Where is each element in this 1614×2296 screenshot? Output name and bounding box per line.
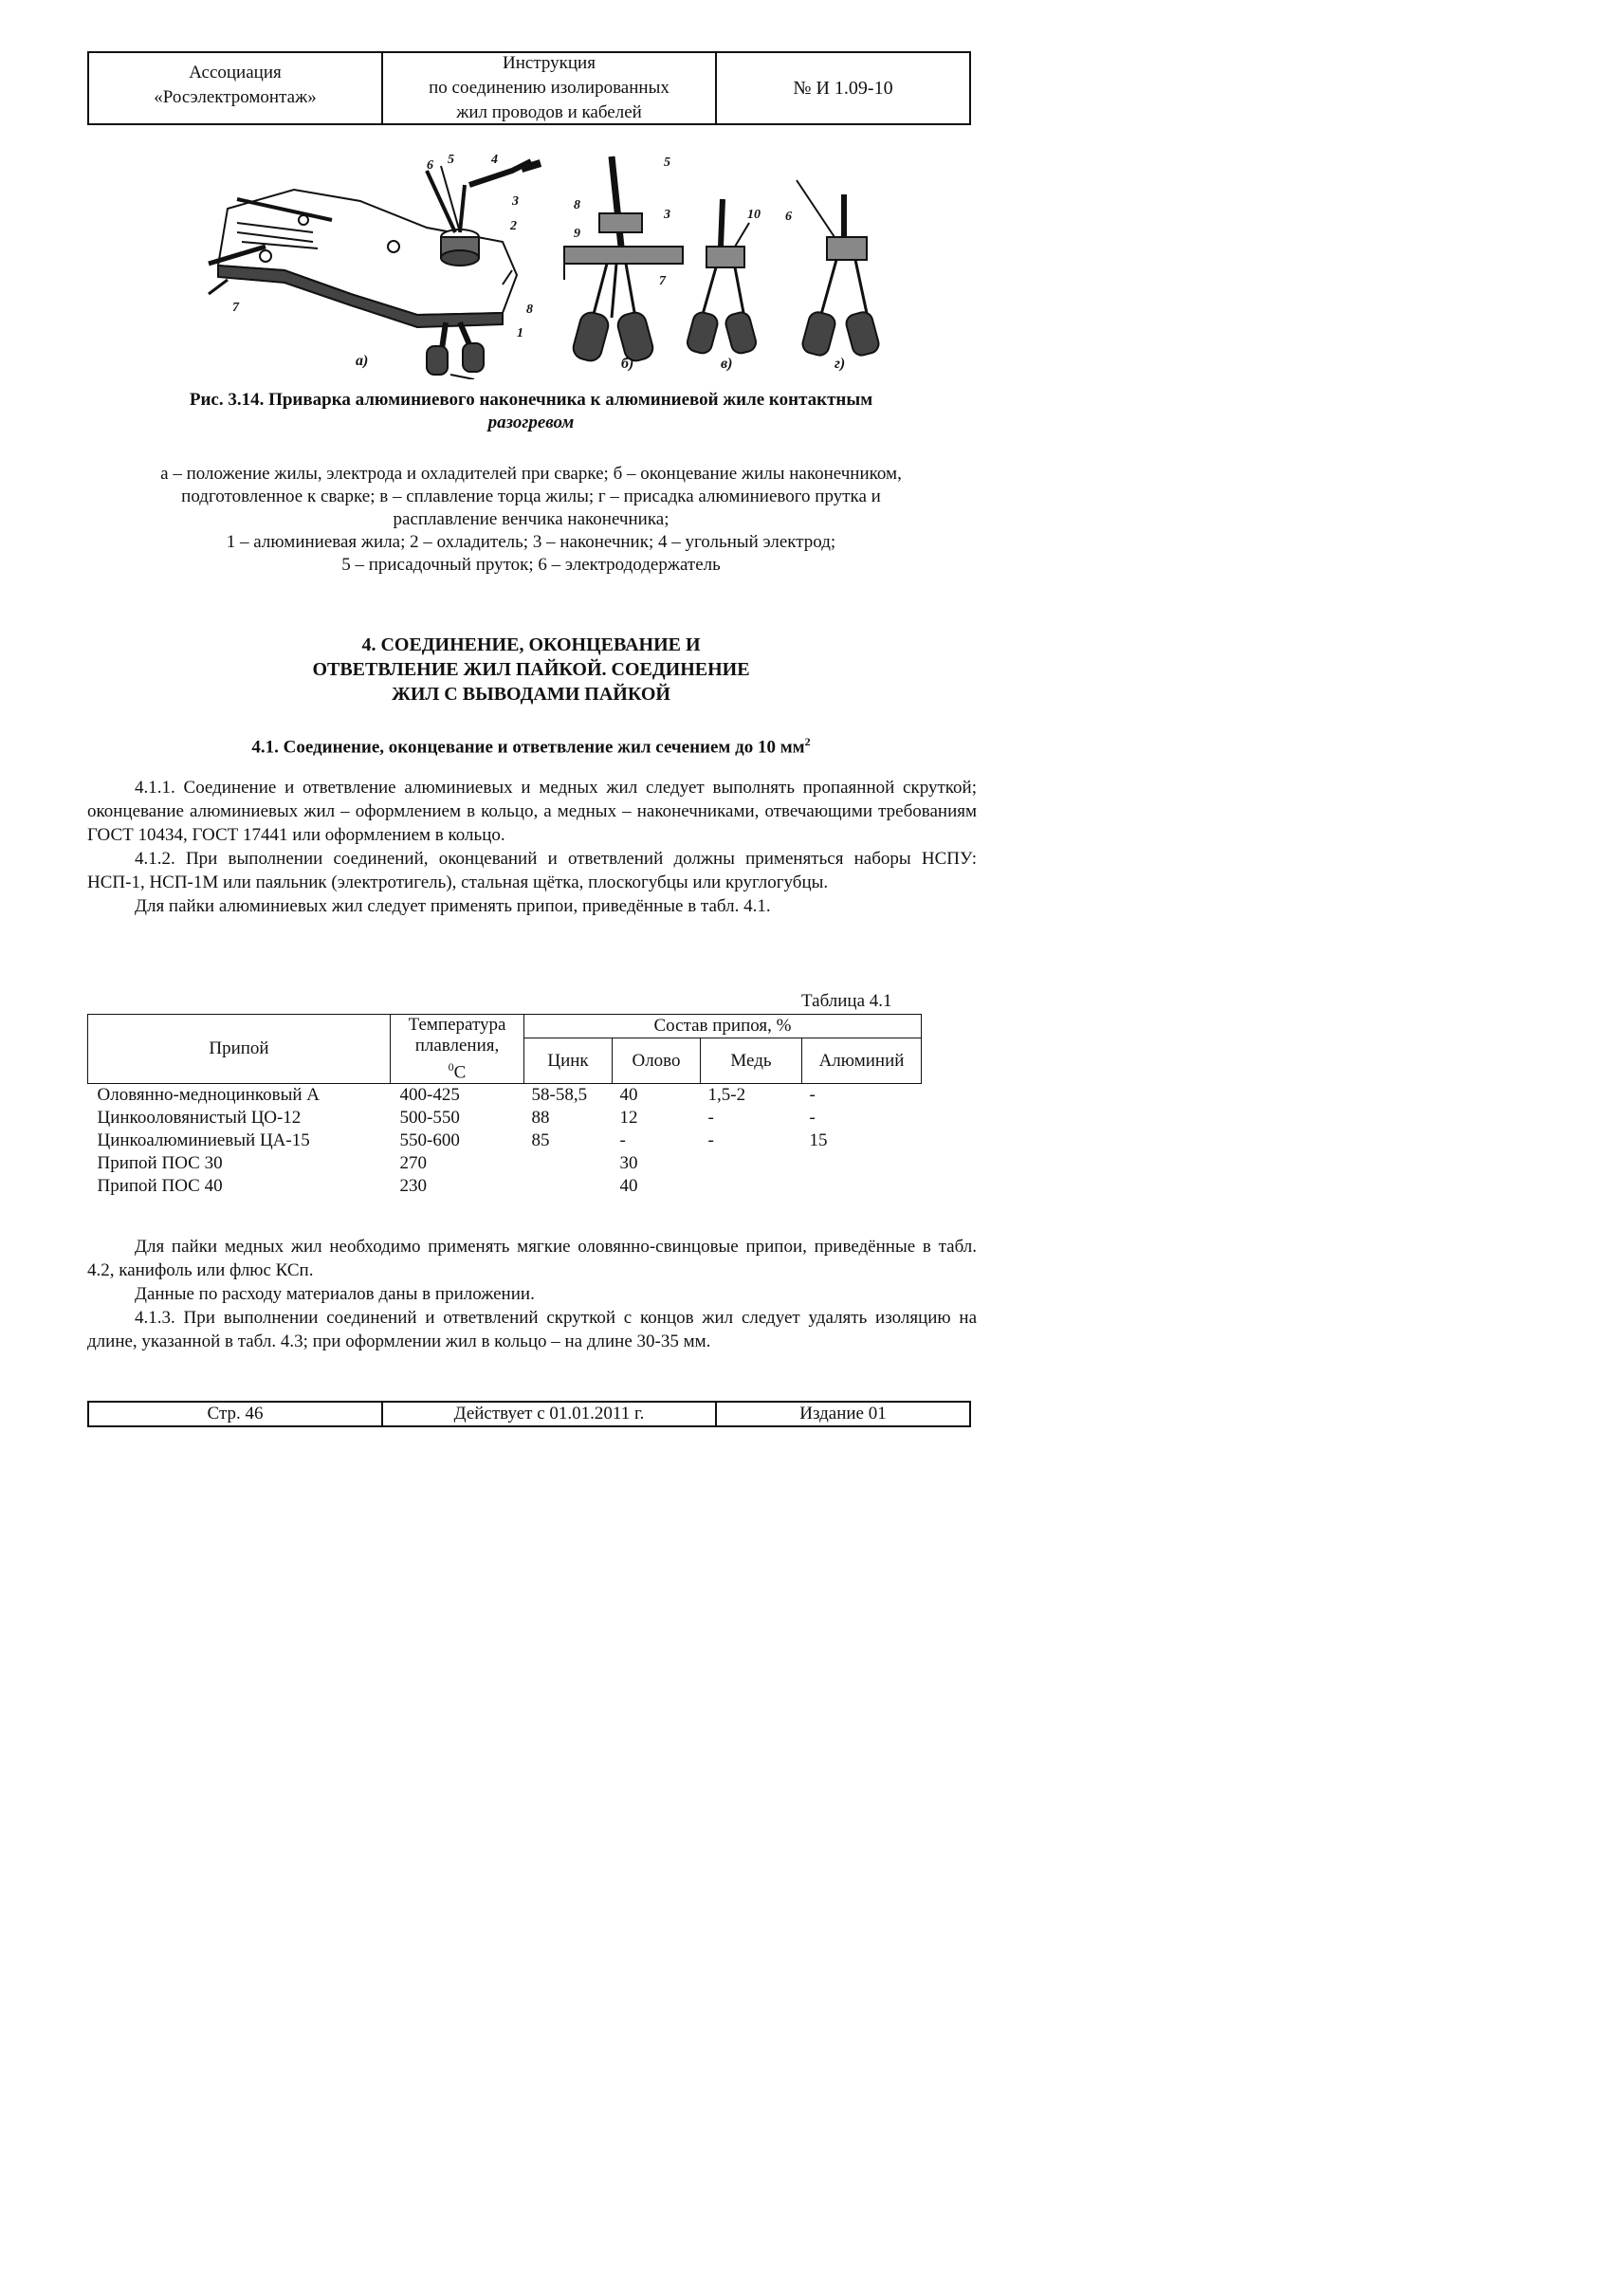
figure-label: 10	[747, 208, 761, 222]
subfigure-label: б)	[621, 356, 634, 372]
column-header-copper: Медь	[701, 1038, 802, 1084]
column-header-solder: Припой	[88, 1015, 391, 1084]
document-number-cell	[717, 53, 969, 123]
figure-label: 4	[491, 153, 498, 167]
figure-label: 5	[448, 153, 454, 167]
subfigure-label: в)	[721, 356, 733, 372]
table-cell: Цинкоалюминиевый ЦА-15	[97, 1130, 310, 1151]
welding-figure	[190, 142, 910, 379]
document-footer	[87, 1401, 971, 1427]
table-cell: 12	[619, 1108, 638, 1129]
paragraph: 4.1.2. При выполнении соединений, оконцеваний и ответвлений должны применяться наборы НСПУ: НСП-1, НСП-1М или паяльник (электротигель), стальная щётка, плоскогубцы или круглогубцы.	[87, 849, 977, 892]
table-row	[88, 1107, 922, 1130]
column-header-composition: Состав припоя, %	[524, 1015, 922, 1038]
table-cell: 40	[619, 1085, 638, 1106]
legend-line: а – положение жилы, электрода и охладителей при сварке; б – оконцевание жилы наконечником,	[160, 464, 902, 484]
table-cell: 230	[399, 1176, 427, 1197]
table-cell: 30	[619, 1153, 638, 1174]
table-cell	[524, 1152, 613, 1175]
figure-label: 1	[517, 326, 523, 340]
column-header-temperature: Температура плавления, $^0$C	[391, 1015, 524, 1084]
column-header-aluminium: Алюминий	[802, 1038, 922, 1084]
legend-line: подготовленное к сварке; в – сплавление торца жилы; г – присадка алюминиевого прутка и	[181, 487, 881, 506]
table-cell	[802, 1175, 922, 1198]
section-heading	[190, 633, 872, 707]
figure-label: 2	[510, 219, 517, 233]
table-row	[88, 1152, 922, 1175]
body-text-top	[87, 776, 977, 918]
table-cell	[524, 1175, 613, 1198]
table-cell: Оловянно-медноцинковый А	[97, 1085, 321, 1106]
subfigure-label: а)	[356, 353, 369, 369]
figure-label: 7	[232, 301, 239, 315]
figure-caption-line-2: разогревом	[487, 413, 575, 432]
table-row	[88, 1084, 922, 1108]
table-cell	[802, 1152, 922, 1175]
figure-label: 8	[574, 198, 580, 212]
organization-line-1: Ассоциация	[189, 63, 282, 83]
figure-c-drawing	[686, 199, 759, 356]
organization-line-2: «Росэлектромонтаж»	[154, 87, 317, 107]
table-cell: 58-58,5	[531, 1085, 588, 1106]
document-title-line-3: жил проводов и кабелей	[456, 102, 642, 122]
table-cell: Припой ПОС 40	[97, 1176, 223, 1197]
table-cell: -	[707, 1130, 714, 1151]
paragraph: Данные по расходу материалов даны в приложении.	[135, 1284, 535, 1304]
table-cell: Цинкооловянистый ЦО-12	[97, 1108, 302, 1129]
table-cell: 400-425	[399, 1085, 460, 1106]
figure-label: 7	[659, 274, 666, 288]
document-title-line-2: по соединению изолированных	[429, 78, 669, 98]
figure-label: 6	[785, 210, 792, 224]
table-body	[88, 1084, 922, 1199]
table-cell: 15	[809, 1130, 828, 1151]
paragraph: 4.1.3. При выполнении соединений и ответвлений скруткой с концов жил следует удалять изоляцию на длине, указанной в табл. 4.3; при оформлении жил в кольцо – на длине 30-35 мм.	[87, 1308, 977, 1351]
column-header-zinc: Цинк	[524, 1038, 613, 1084]
section-heading-line: ОТВЕТВЛЕНИЕ ЖИЛ ПАЙКОЙ. СОЕДИНЕНИЕ	[312, 659, 750, 680]
paragraph: Для пайки алюминиевых жил следует применять припои, приведённые в табл. 4.1.	[135, 896, 771, 916]
table-cell: 40	[619, 1176, 638, 1197]
document-title-cell	[383, 53, 717, 123]
table-cell: Припой ПОС 30	[97, 1153, 223, 1174]
figure-label: 3	[512, 194, 519, 209]
figure-label: 8	[526, 303, 533, 317]
table-cell: -	[707, 1108, 714, 1129]
section-heading-line: ЖИЛ С ВЫВОДАМИ ПАЙКОЙ	[392, 684, 670, 705]
figure-label: 6	[427, 158, 433, 173]
figure-d-drawing	[797, 180, 881, 358]
section-heading-line: 4. СОЕДИНЕНИЕ, ОКОНЦЕВАНИЕ И	[361, 634, 701, 655]
table-cell	[701, 1175, 802, 1198]
document-header	[87, 51, 971, 125]
body-text-bottom	[87, 1235, 977, 1353]
figure-label: 9	[574, 227, 580, 241]
legend-line: расплавление венчика наконечника;	[393, 509, 669, 529]
page-number: Стр. 46	[89, 1403, 383, 1425]
table-cell: 88	[531, 1108, 550, 1129]
document-title-line-1: Инструкция	[503, 53, 596, 73]
column-header-tin: Олово	[613, 1038, 701, 1084]
legend-line: 5 – присадочный пруток; 6 – электрододержатель	[341, 555, 721, 575]
table-cell: 270	[399, 1153, 427, 1174]
paragraph: Для пайки медных жил необходимо применять мягкие оловянно-свинцовые припои, приведённые в табл. 4.2, канифоль или флюс КСп.	[87, 1237, 977, 1280]
table-title: Таблица 4.1	[801, 991, 892, 1011]
table-row	[88, 1130, 922, 1152]
table-cell: 85	[531, 1130, 550, 1151]
table-cell	[701, 1152, 802, 1175]
document-number: № И 1.09-10	[793, 78, 893, 99]
paragraph: 4.1.1. Соединение и ответвление алюминиевых и медных жил следует выполнять пропаянной скруткой; оконцевание алюминиевых жил – оформлением в кольцо, а медных – наконечниками, отвечающими требованиям ГОСТ 10434, ГОСТ 17441 или оформлением в кольцо.	[87, 778, 977, 845]
table-cell: 1,5-2	[707, 1085, 746, 1106]
valid-from: Действует с 01.01.2011 г.	[383, 1403, 717, 1425]
figure-a-drawing	[209, 161, 541, 379]
figure-label: 5	[664, 156, 670, 170]
edition: Издание 01	[799, 1404, 887, 1424]
figure-b-drawing	[564, 156, 683, 363]
figure-caption-line-1: Рис. 3.14. Приварка алюминиевого наконечника к алюминиевой жиле контактным	[189, 390, 873, 410]
solder-table	[87, 1014, 922, 1198]
subfigure-label: г)	[835, 356, 846, 372]
figure-label: 3	[664, 208, 670, 222]
legend-line: 1 – алюминиевая жила; 2 – охладитель; 3 – наконечник; 4 – угольный электрод;	[226, 532, 836, 552]
table-cell: -	[809, 1108, 816, 1129]
table-cell: 500-550	[399, 1108, 460, 1129]
table-row	[88, 1175, 922, 1198]
table-cell: -	[619, 1130, 626, 1151]
organization-cell	[89, 53, 383, 123]
subsection-heading: 4.1. Соединение, оконцевание и ответвление жил сечением до 10 $мм^2$	[251, 735, 811, 758]
table-cell: 550-600	[399, 1130, 460, 1151]
table-cell: -	[809, 1085, 816, 1106]
figure-caption	[95, 389, 967, 434]
figure-legend	[66, 463, 996, 577]
